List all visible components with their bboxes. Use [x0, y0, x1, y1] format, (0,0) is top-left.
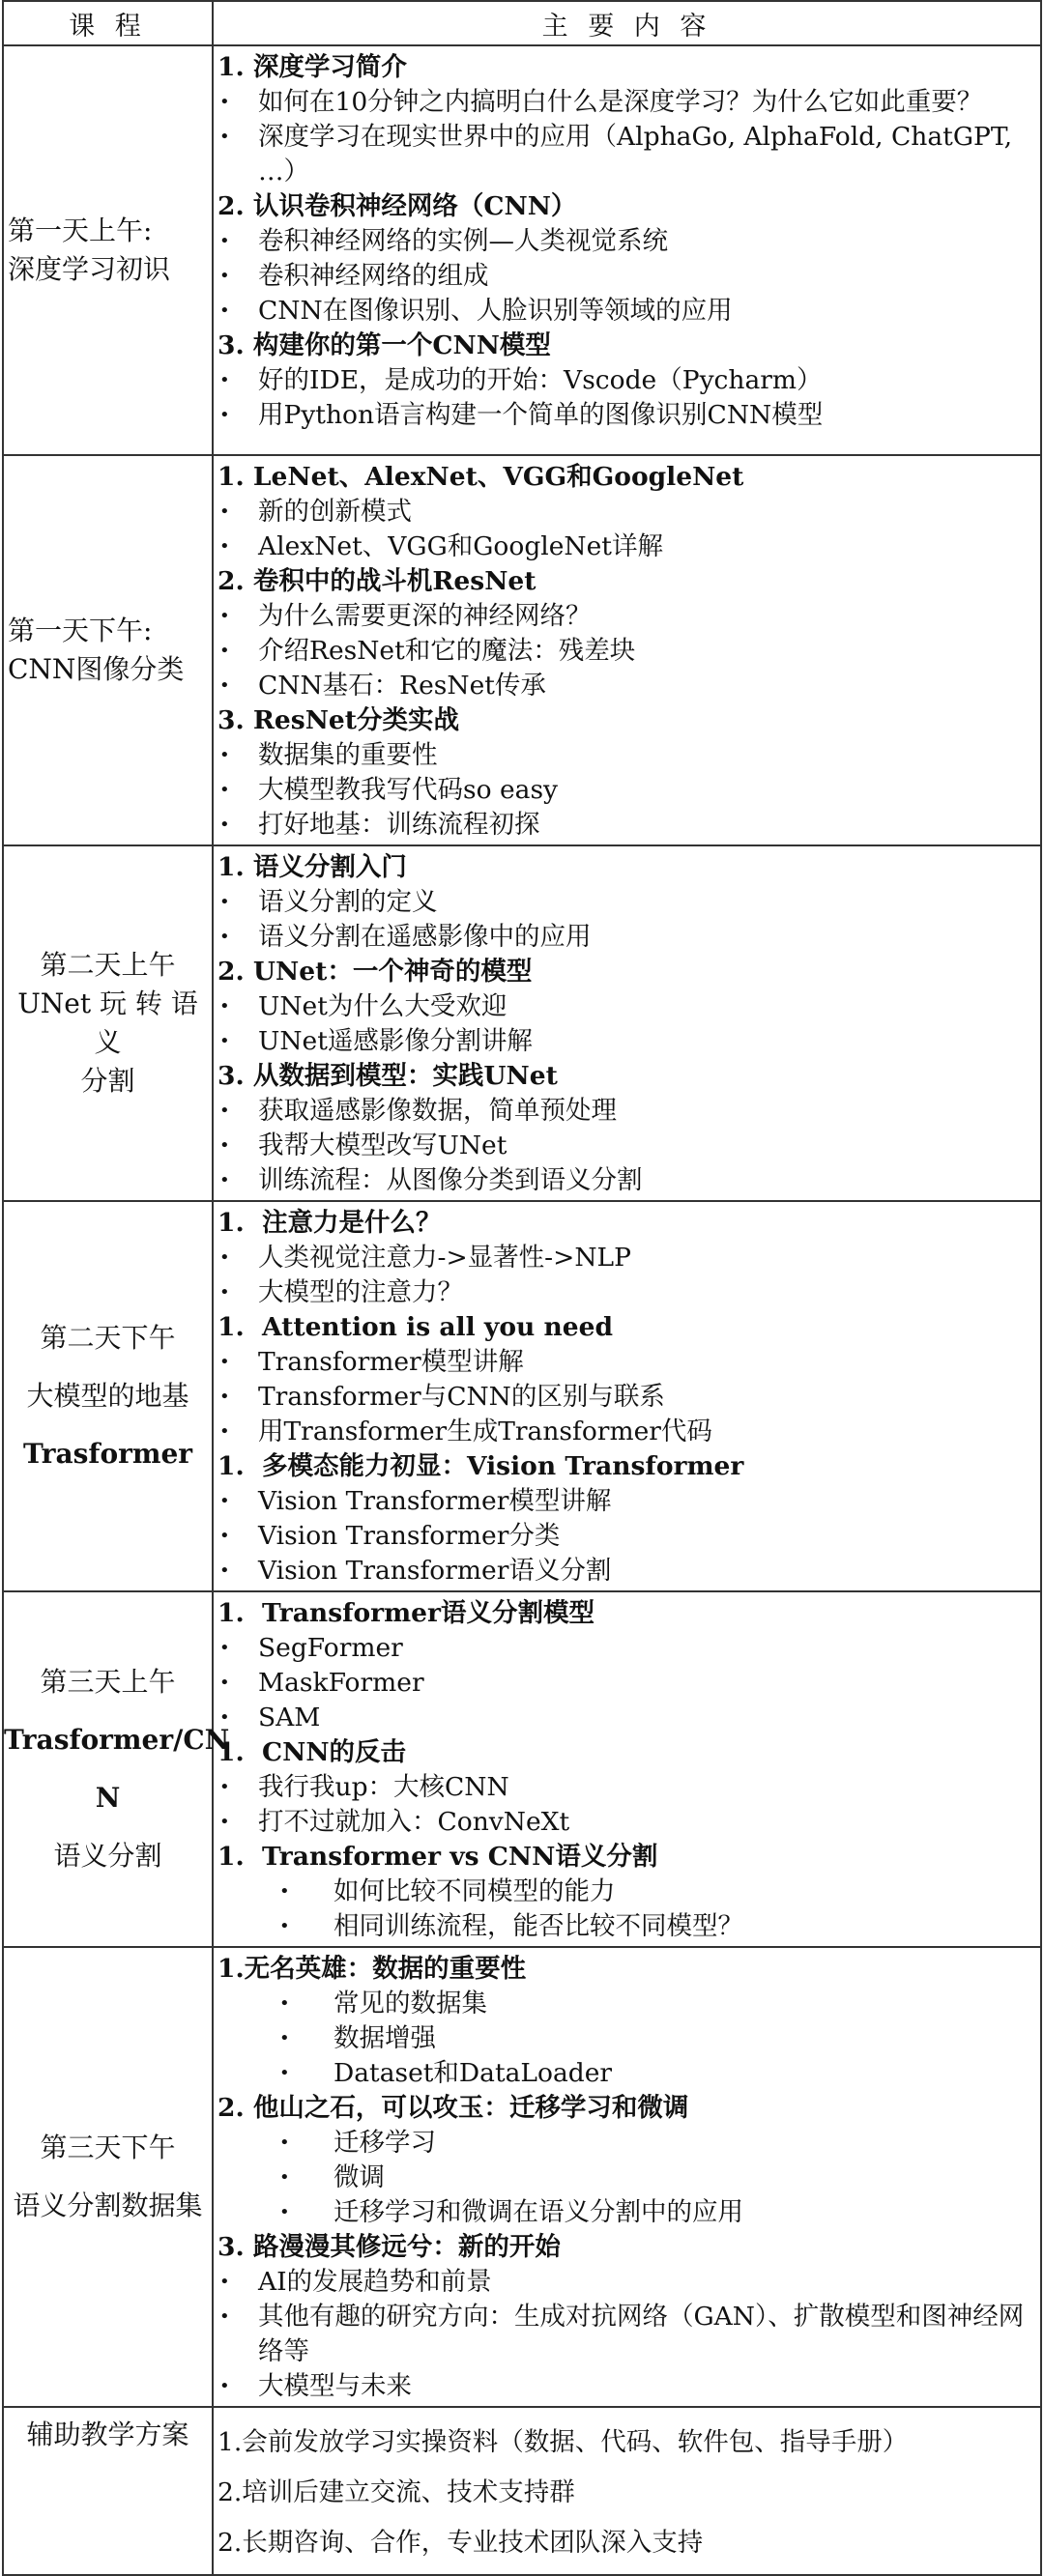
section-heading: [214, 1735, 1040, 1770]
list-item: • 如何比较不同模型的能力: [214, 1875, 1040, 1909]
session-label-line: Trasformer/CN: [4, 1724, 230, 1756]
section-heading: 3. ResNet分类实战: [218, 705, 460, 735]
schedule-row: [3, 45, 1041, 455]
header-course: 课 程: [3, 1, 213, 45]
session-content: [213, 455, 1041, 845]
session-label-line: 第二天下午: [40, 1322, 176, 1354]
list-item: • 我帮大模型改写UNet: [214, 1129, 1040, 1163]
session-label-line: UNet 玩 转 语 义: [17, 987, 198, 1058]
list-item: • 卷积神经网络的实例—人类视觉系统: [214, 224, 1040, 259]
aux-row: [3, 2407, 1041, 2575]
section-number: 1.: [218, 1842, 245, 1872]
section-heading: 2. 他山之石，可以攻玉：迁移学习和微调: [218, 2093, 689, 2123]
session-content: [213, 1947, 1041, 2407]
section-heading-text: 注意力是什么？: [262, 1208, 442, 1238]
list-item: • 数据增强: [214, 2021, 1040, 2056]
session-label-line: 第二天上午: [40, 949, 176, 981]
section-heading: 3. 路漫漫其修远兮：新的开始: [218, 2232, 561, 2262]
session-content: [213, 45, 1041, 455]
list-item: • 大模型的注意力？: [214, 1275, 1040, 1310]
section-heading: [214, 1596, 1040, 1631]
session-label-line: 第三天下午: [40, 2132, 176, 2163]
section-heading: 3. 构建你的第一个CNN模型: [218, 330, 551, 360]
list-item: • 大模型与未来: [214, 2369, 1040, 2404]
schedule-row: [3, 1947, 1041, 2407]
schedule-row: [3, 1201, 1041, 1591]
session-content: [213, 1591, 1041, 1947]
section-heading: 1. 深度学习简介: [218, 52, 407, 82]
list-item: • Vision Transformer语义分割: [214, 1554, 1040, 1589]
session-label: [3, 1947, 213, 2407]
list-item: • 我行我up：大核CNN: [214, 1770, 1040, 1805]
section-heading: 2. 认识卷积神经网络（CNN）: [218, 191, 577, 221]
list-item: • UNet为什么大受欢迎: [214, 989, 1040, 1024]
list-item: • 语义分割在遥感影像中的应用: [214, 920, 1040, 955]
list-item: • CNN基石：ResNet传承: [214, 669, 1040, 703]
list-item: • 深度学习在现实世界中的应用（AlphaGo, AlphaFold, ChatGPT, …）: [214, 120, 1040, 189]
list-item: • SAM: [214, 1701, 1040, 1735]
session-label: [3, 45, 213, 455]
list-item: • 打好地基：训练流程初探: [214, 808, 1040, 843]
section-number: 1.: [218, 1737, 245, 1767]
list-item: • 打不过就加入：ConvNeXt: [214, 1805, 1040, 1840]
aux-content: [213, 2407, 1041, 2575]
section-number: 1.: [218, 1312, 245, 1342]
section-heading: 1. LeNet、AlexNet、VGG和GoogleNet: [218, 462, 744, 492]
session-label-line: 大模型的地基: [26, 1380, 189, 1412]
list-item: • 大模型教我写代码so easy: [214, 773, 1040, 808]
session-label-line: 语义分割数据集: [13, 2190, 203, 2221]
session-content: [213, 1201, 1041, 1591]
list-item: • 语义分割的定义: [214, 885, 1040, 920]
aux-label: 辅助教学方案: [3, 2407, 213, 2575]
schedule-row: [3, 455, 1041, 845]
section-heading: 2. UNet：一个神奇的模型: [218, 957, 533, 987]
section-number: 1.: [218, 1451, 245, 1481]
section-heading: 3. 从数据到模型：实践UNet: [218, 1061, 558, 1091]
list-item: • 训练流程：从图像分类到语义分割: [214, 1163, 1040, 1198]
section-heading-text: 多模态能力初显：Vision Transformer: [262, 1451, 744, 1481]
aux-item: 2.培训后建立交流、技术支持群: [218, 2477, 575, 2507]
session-label-line: 语义分割: [53, 1840, 162, 1872]
session-label: [3, 455, 213, 845]
list-item: • 人类视觉注意力->显著性->NLP: [214, 1241, 1040, 1275]
list-item: • Dataset和DataLoader: [214, 2056, 1040, 2091]
section-number: 1.: [218, 1598, 245, 1628]
course-schedule: [2, 0, 1042, 2576]
list-item: • 卷积神经网络的组成: [214, 259, 1040, 294]
section-heading: [214, 1206, 1040, 1241]
list-item: • Vision Transformer模型讲解: [214, 1484, 1040, 1519]
session-label-line: Trasformer: [22, 1438, 193, 1470]
section-heading: [214, 1310, 1040, 1345]
session-label-line: 分割: [80, 1065, 135, 1097]
section-heading: 2. 卷积中的战斗机ResNet: [218, 566, 536, 596]
list-item: • 数据集的重要性: [214, 738, 1040, 773]
list-item: • 用Transformer生成Transformer代码: [214, 1415, 1040, 1449]
list-item: • 新的创新模式: [214, 495, 1040, 530]
schedule-row: [3, 1591, 1041, 1947]
session-label-line: 第三天上午: [40, 1666, 176, 1698]
list-item: • 用Python语言构建一个简单的图像识别CNN模型: [214, 398, 1040, 433]
list-item: • Vision Transformer分类: [214, 1519, 1040, 1554]
session-content: [213, 845, 1041, 1201]
list-item: • UNet遥感影像分割讲解: [214, 1024, 1040, 1059]
list-item: • Transformer与CNN的区别与联系: [214, 1380, 1040, 1415]
list-item: • 常见的数据集: [214, 1987, 1040, 2021]
session-label-line: 第一天上午:: [8, 215, 153, 246]
list-item: • 介绍ResNet和它的魔法：残差块: [214, 634, 1040, 669]
list-item: • 迁移学习和微调在语义分割中的应用: [214, 2195, 1040, 2230]
list-item: • SegFormer: [214, 1631, 1040, 1666]
session-label-line: CNN图像分类: [8, 653, 185, 685]
list-item: • AI的发展趋势和前景: [214, 2265, 1040, 2300]
list-item: • 好的IDE，是成功的开始：Vscode（Pycharm）: [214, 363, 1040, 398]
section-heading: [214, 1449, 1040, 1484]
session-label-line: N: [95, 1782, 121, 1814]
schedule-table: [2, 0, 1042, 2576]
section-heading-text: Transformer vs CNN语义分割: [262, 1842, 658, 1872]
table-header-row: [3, 1, 1041, 45]
list-item: • 获取遥感影像数据，简单预处理: [214, 1094, 1040, 1129]
list-item: • 其他有趣的研究方向：生成对抗网络（GAN）、扩散模型和图神经网络等: [214, 2300, 1040, 2369]
session-label-line: 第一天下午:: [8, 615, 153, 646]
section-heading: 1. 语义分割入门: [218, 852, 407, 882]
list-item: • 为什么需要更深的神经网络？: [214, 599, 1040, 634]
section-heading-text: Transformer语义分割模型: [262, 1598, 595, 1628]
list-item: • MaskFormer: [214, 1666, 1040, 1701]
section-heading: 1.无名英雄：数据的重要性: [218, 1954, 527, 1984]
list-item: • CNN在图像识别、人脸识别等领域的应用: [214, 294, 1040, 329]
schedule-row: [3, 845, 1041, 1201]
list-item: • 相同训练流程，能否比较不同模型？: [214, 1909, 1040, 1944]
list-item: • 微调: [214, 2161, 1040, 2195]
section-number: 1.: [218, 1208, 245, 1238]
section-heading-text: Attention is all you need: [262, 1312, 614, 1342]
session-label: [3, 845, 213, 1201]
list-item: • 迁移学习: [214, 2126, 1040, 2161]
header-content: 主 要 内 容: [213, 1, 1041, 45]
section-heading-text: CNN的反击: [262, 1737, 407, 1767]
session-label: [3, 1591, 230, 1947]
list-item: • AlexNet、VGG和GoogleNet详解: [214, 530, 1040, 564]
session-label-line: 深度学习初识: [8, 253, 171, 285]
list-item: • 如何在10分钟之内搞明白什么是深度学习？为什么它如此重要？: [214, 85, 1040, 120]
list-item: • Transformer模型讲解: [214, 1345, 1040, 1380]
aux-item: 2.长期咨询、合作，专业技术团队深入支持: [218, 2528, 704, 2558]
session-label: [3, 1201, 213, 1591]
section-heading: [214, 1840, 1040, 1875]
aux-item: 1.会前发放学习实操资料（数据、代码、软件包、指导手册）: [218, 2427, 909, 2457]
